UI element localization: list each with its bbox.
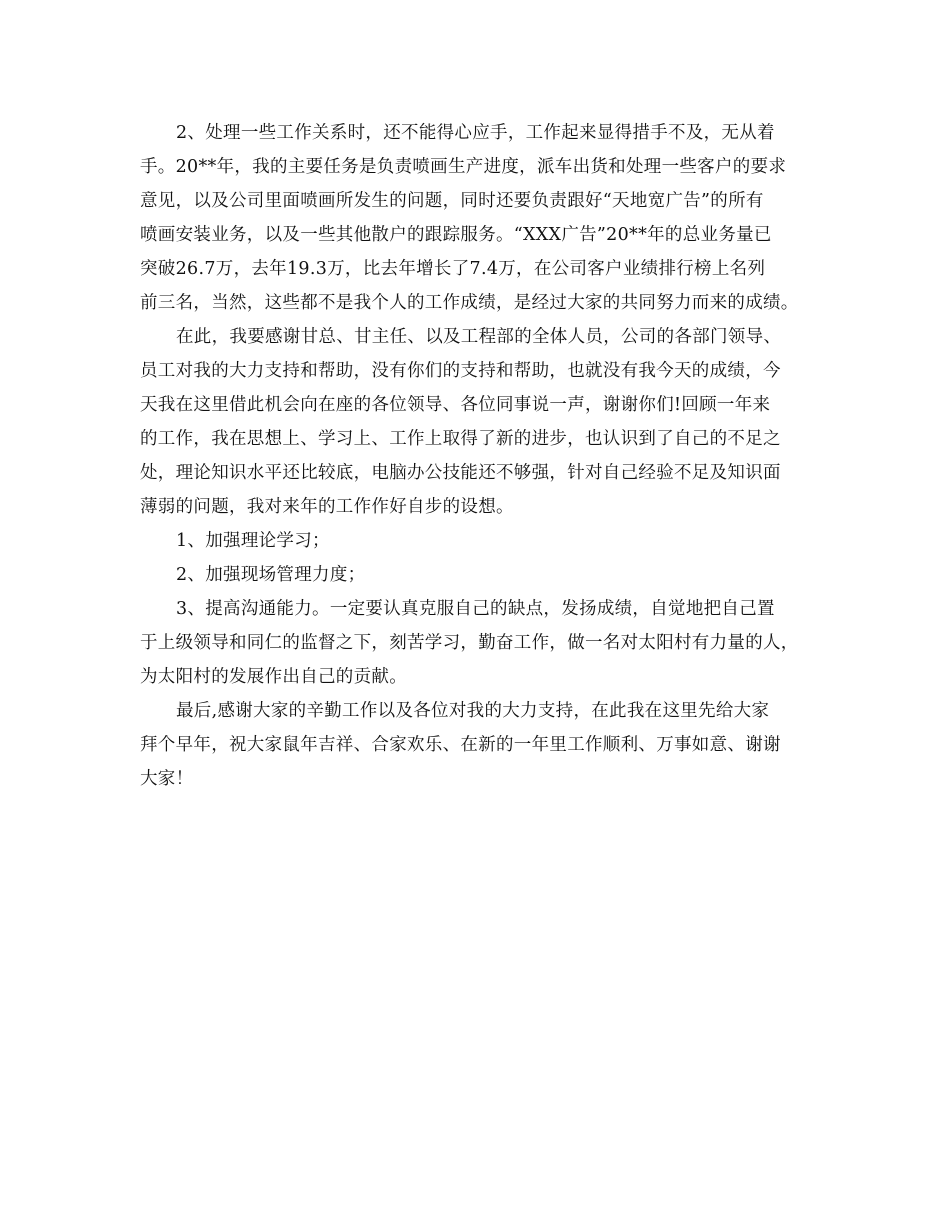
text-line: 喷画安装业务，以及一些其他散户的跟踪服务。“XXX广告”20**年的总业务量已: [140, 225, 772, 245]
text-line: 2、处理一些工作关系时，还不能得心应手，工作起来显得措手不及，无从着: [176, 123, 775, 143]
text-line: 2、加强现场管理力度；: [176, 565, 366, 585]
text-line: 前三名，当然，这些都不是我个人的工作成绩，是经过大家的共同努力而来的成绩。: [140, 293, 799, 313]
paragraph-closing: [140, 694, 820, 796]
text-line: 为太阳村的发展作出自己的贡献。: [140, 667, 407, 687]
paragraph-thanks: [140, 320, 820, 524]
text-line: 拜个早年，祝大家鼠年吉祥、合家欢乐、在新的一年里工作顺利、万事如意、谢谢: [140, 735, 781, 755]
list-item-theory-study: [140, 524, 820, 558]
text-line: 意见，以及公司里面喷画所发生的问题，同时还要负责跟好“天地宽广告”的所有: [140, 191, 764, 211]
list-item-communication: [140, 592, 820, 694]
document-body: [140, 116, 820, 796]
text-line: 大家！: [140, 769, 194, 789]
text-line: 于上级领导和同仁的监督之下，刻苦学习，勤奋工作，做一名对太阳村有力量的人，: [140, 633, 799, 653]
text-line: 天我在这里借此机会向在座的各位领导、各位同事说一声，谢谢你们!回顾一年来: [140, 395, 771, 415]
text-line: 员工对我的大力支持和帮助，没有你们的支持和帮助，也就没有我今天的成绩，今: [140, 361, 781, 381]
text-line: 手。20**年，我的主要任务是负责喷画生产进度，派车出货和处理一些客户的要求: [140, 157, 787, 177]
text-line: 突破26.7万，去年19.3万，比去年增长了7.4万，在公司客户业绩排行榜上名列: [140, 259, 766, 279]
text-line: 最后,感谢大家的辛勤工作以及各位对我的大力支持，在此我在这里先给大家: [176, 701, 770, 721]
list-item-site-management: [140, 558, 820, 592]
paragraph-work-relations: [140, 116, 820, 320]
text-line: 处，理论知识水平还比较底，电脑办公技能还不够强，针对自己经验不足及知识面: [140, 463, 781, 483]
text-line: 的工作，我在思想上、学习上、工作上取得了新的进步，也认识到了自己的不足之: [140, 429, 781, 449]
text-line: 在此，我要感谢甘总、甘主任、以及工程部的全体人员，公司的各部门领导、: [176, 327, 782, 347]
text-line: 3、提高沟通能力。一定要认真克服自己的缺点，发扬成绩，自觉地把自己置: [176, 599, 775, 619]
text-line: 1、加强理论学习；: [176, 531, 330, 551]
text-line: 薄弱的问题，我对来年的工作作好自步的设想。: [140, 497, 514, 517]
